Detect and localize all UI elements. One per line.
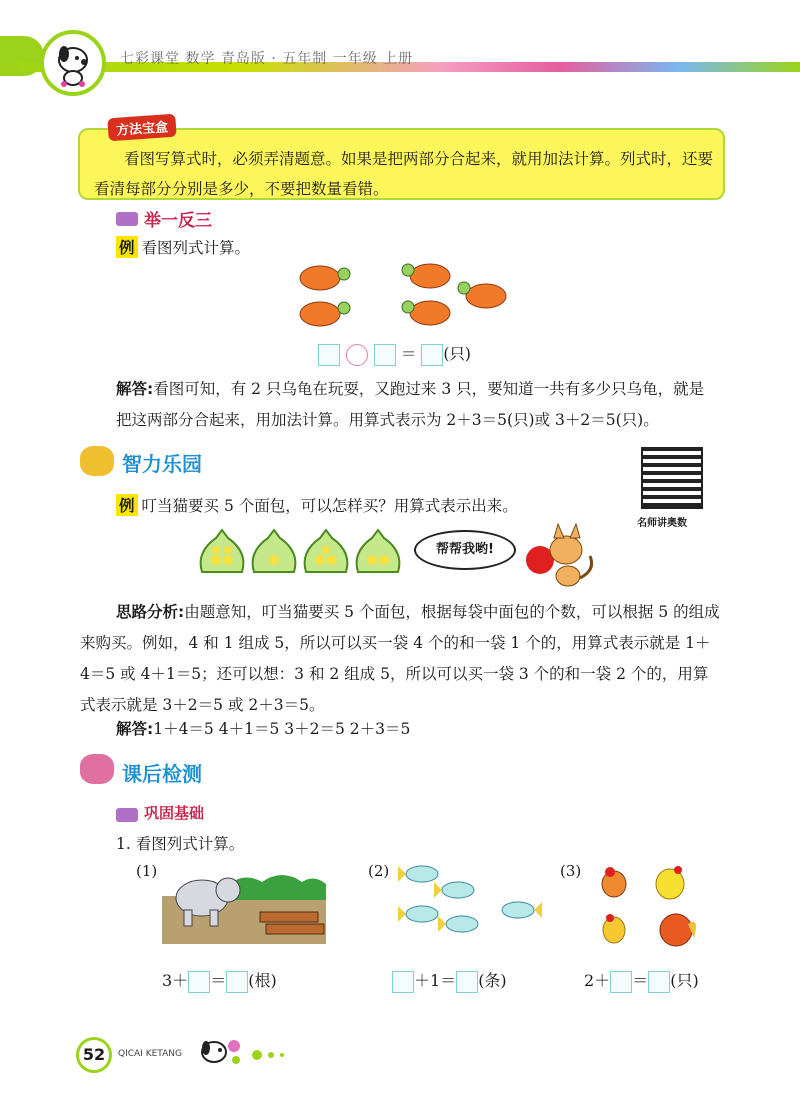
fish-picture (398, 862, 548, 942)
example-equation: ＝ (只) (318, 342, 471, 366)
page-number: 52 (76, 1037, 112, 1073)
item-label: (3) (560, 862, 582, 880)
answer-box[interactable] (374, 344, 396, 366)
fish-icon (398, 866, 438, 882)
cat-icon (520, 520, 600, 590)
subhead-example: 举一反三 (144, 211, 212, 231)
rooster-icon (660, 914, 696, 946)
chicken-icon (602, 867, 626, 897)
turtle-icon (300, 302, 350, 326)
decor-dot (252, 1050, 262, 1060)
answer-box[interactable] (610, 971, 632, 993)
chick-icon (656, 866, 684, 899)
fish-icon (398, 906, 438, 922)
example-prompt-line (116, 236, 250, 258)
answer-box[interactable] (456, 971, 478, 993)
eraser-icon (116, 212, 138, 226)
section-title-homework: 课后检测 (122, 762, 202, 786)
example-unit: (只) (443, 345, 471, 363)
answer-label: 解答: (116, 720, 154, 738)
header-title: 七彩课堂 数学 青岛版 · 五年制 一年级 上册 (120, 51, 414, 67)
turtle-icon (458, 282, 506, 308)
speech-bubble: 帮帮我哟! (414, 530, 516, 570)
example-answer (116, 374, 706, 436)
answer-text: 看图可知，有 2 只乌龟在玩耍，又跑过来 3 只，要知道一共有多少只乌龟，就是把这两部分合起来，用加法计算。用算式表示为 2＋3＝5(只)或 3＋2＝5(只)。 (116, 380, 705, 429)
mascot-dog-logo (40, 30, 106, 96)
turtle-icon (402, 301, 450, 325)
bread-bag-icon (357, 530, 400, 572)
qr-label: 名师讲奥数 (637, 518, 687, 529)
puzzle-prompt: 叮当猫要买 5 个面包，可以怎样买？用算式表示出来。 (141, 497, 518, 515)
answer-box[interactable] (226, 971, 248, 993)
answer-box[interactable] (188, 971, 210, 993)
subhead-basics: 巩固基础 (144, 804, 205, 822)
homework-question: 1. 看图列式计算。 (116, 835, 245, 853)
item-equation: 2＋ ＝ (只) (584, 968, 699, 993)
example-tag: 例 (116, 236, 138, 258)
answer-box[interactable] (421, 344, 443, 366)
turtle-icon (300, 266, 350, 290)
footer-brand: QICAI KETANG (118, 1049, 182, 1059)
answer-text: 1＋4＝5 4＋1＝5 3＋2＝5 2＋3＝5 (153, 720, 411, 738)
analysis-text: 由题意知，叮当猫要买 5 个面包，根据每袋中面包的个数，可以根据 5 的组成来购买。例如，4 和 1 组成 5，所以可以买一袋 4 个的和一袋 1 个的，用算式表示就是 1＋4＝5 或 4＋1＝5；还可以想：3 和 2 组成 5，所以可以买一袋 3 个的和一袋 2 个的，用算式表示就是 3＋2＝5 或 2＋3＝5。 (80, 603, 720, 714)
example-tag: 例 (116, 494, 138, 516)
answer-box[interactable] (392, 971, 414, 993)
example-prompt: 看图列式计算。 (141, 239, 251, 257)
turtles-illustration (290, 258, 520, 333)
item-label: (2) (368, 862, 390, 880)
item-equation: 3＋ ＝ (根) (162, 968, 277, 993)
decor-dot (268, 1052, 274, 1058)
puzzle-answer (116, 717, 410, 739)
method-text: 看图写算式时，必须弄清题意。如果是把两部分合起来，就用加法计算。列式时，还要看清每部分分别是多少，不要把数量看错。 (94, 150, 714, 198)
operator-circle[interactable] (346, 344, 368, 366)
fish-icon (502, 902, 542, 918)
section-title-puzzle: 智力乐园 (122, 452, 202, 476)
method-tag: 方法宝盒 (107, 114, 176, 142)
dog-mascot-icon (196, 1036, 244, 1072)
qr-code-icon[interactable] (641, 447, 703, 509)
fish-icon (438, 916, 478, 932)
chick-icon (603, 914, 625, 943)
analysis-label: 思路分析: (116, 603, 185, 621)
bread-bag-icon (253, 530, 296, 572)
eraser-icon (116, 808, 138, 822)
item-label: (1) (136, 862, 158, 880)
bread-bag-icon (201, 530, 244, 572)
turtle-icon (402, 264, 450, 288)
decor-dot (280, 1053, 284, 1057)
bee-icon (80, 446, 114, 476)
answer-label: 解答: (116, 380, 154, 398)
bread-bag-icon (305, 530, 348, 572)
item-equation: ＋1＝ (条) (392, 968, 507, 993)
answer-box[interactable] (318, 344, 340, 366)
dog-icon (44, 34, 102, 92)
fish-icon (434, 882, 474, 898)
bread-bags-illustration (196, 522, 406, 580)
bird-icon (80, 754, 114, 784)
puzzle-analysis (80, 597, 720, 721)
birds-picture (596, 862, 706, 952)
puzzle-prompt-line (116, 494, 518, 516)
answer-box[interactable] (648, 971, 670, 993)
elephant-logs-picture (162, 860, 326, 944)
